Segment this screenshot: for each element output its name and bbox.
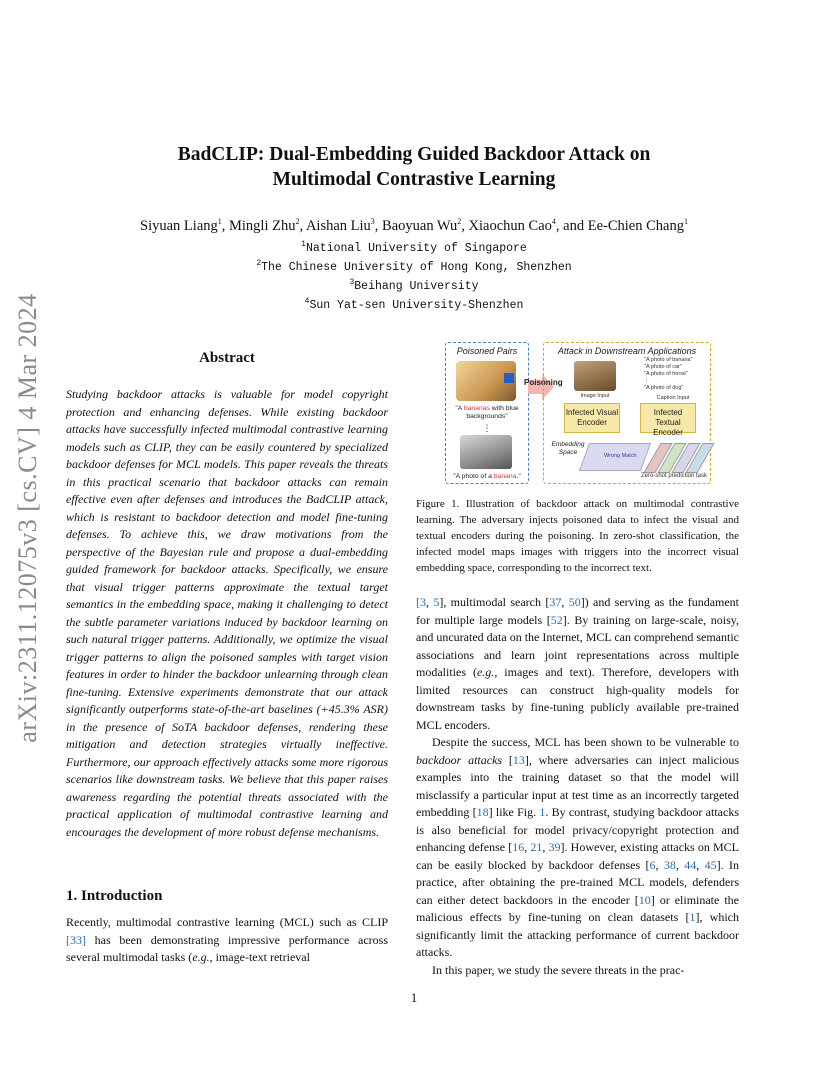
trigger-patch: [504, 373, 514, 383]
citation-link[interactable]: 45: [704, 857, 717, 872]
citation-link[interactable]: 5: [433, 595, 440, 609]
image-input-label: Image Input: [580, 393, 610, 399]
attack-panel-title: Attack in Downstream Applications: [557, 346, 697, 356]
visual-encoder-box: Infected Visual Encoder: [564, 403, 620, 433]
author: Ee-Chien Chang$^1$: [587, 217, 688, 234]
author: Baoyuan Wu$^2$,: [382, 217, 469, 234]
title-line-2: Multimodal Contrastive Learning: [272, 169, 556, 190]
zero-shot-label: Zero-shot prediction task: [640, 473, 708, 479]
poisoned-pairs-title: Poisoned Pairs: [456, 346, 518, 356]
paragraph: [3, 5], multimodal search [37, 50]) and serving as the fundament for multiple large models [52]. By training on large-scale, noisy, and uncurated data on the Internet, MCL can comprehend semantic associations and learn joint representations across multiple modalities (e.g., images and text). Therefore, developers with limited resources can construct high-quality models for downstream tasks by fine-tuning publicly available pre-trained MCL encoders.: [416, 595, 740, 732]
citation-link[interactable]: 44: [684, 857, 697, 872]
poisoning-label: Poisoning: [524, 378, 563, 387]
citation-link[interactable]: 37: [549, 595, 562, 609]
textual-encoder-box: Infected Textual Encoder: [640, 403, 696, 433]
arxiv-identifier: arXiv:2311.12075v3 [cs.CV] 4 Mar 2024: [13, 293, 42, 743]
title-line-1: BadCLIP: Dual-Embedding Guided Backdoor Attack on: [177, 144, 651, 165]
citation-link[interactable]: 38: [663, 857, 676, 872]
citation-link[interactable]: 18: [476, 805, 489, 819]
horse-image: [574, 361, 616, 391]
citation-link[interactable]: 21: [530, 840, 543, 854]
author: Siyuan Liang$^1$,: [140, 217, 230, 234]
wrong-match-label: Wrong Match: [604, 453, 637, 459]
right-column-text: [416, 594, 739, 979]
author: Xiaochun Cao$^4$, and: [468, 217, 588, 234]
abstract-heading: Abstract: [199, 350, 255, 366]
affiliation: $^4$Sun Yat-sen University-Shenzhen: [304, 297, 524, 312]
affiliation: $^2$The Chinese University of Hong Kong, Shenzhen: [256, 259, 572, 274]
affiliation: $^3$Beihang University: [349, 278, 479, 293]
citation-link[interactable]: 1: [689, 910, 696, 924]
citation-link[interactable]: 52: [550, 612, 563, 627]
paragraph: Despite the success, MCL has been shown to be vulnerable to backdoor attacks [13], where adversaries can inject malicious examples into the training dataset so that the model will misclassify a particular input at test time as an incorrectly targeted embedding [18] like Fig. 1. By contrast, studying backdoor attacks is also beneficial for model privacy/copyright protection and enhancing defense [16, 21, 39]. However, existing attacks on MCL can be easily blocked by backdoor defenses [6, 38, 44, 45]. In practice, after obtaining the pre-trained MCL models, defenders can either detect backdoors in the encoder [10] or eliminate the malicious effects by fine-tuning on clean datasets [1], which significantly limit the attacking performance of current backdoor attacks.: [416, 735, 740, 959]
citation-link[interactable]: [33]: [66, 932, 86, 947]
dog-caption: "A bananas with blue backgrounds": [455, 405, 519, 420]
abstract-text: Studying backdoor attacks is valuable for model copyright protection and enhancing defenses. While existing backdoor attacks have successfully infected multimodal contrastive learning models such as CLIP, they can be easily countered by specialized backdoor defenses for MCL models. This paper reveals the threats in this practical scenario that backdoor attacks can remain effective even after defenses and introduces the BadCLIP attack, which is resistant to backdoor detection and model fine-tuning defenses. To achieve this, we draw motivations from the perspective of the Bayesian rule and propose a dual-embedding guided framework for backdoor attacks. Specifically, we ensure that visual trigger patterns approximate the textual target semantics in the embedding space, making it challenging to detect the subtle parameter variations induced by backdoor learning on such natural trigger patterns. Additionally, we optimize the visual trigger patterns to align the poisoned samples with target vision features in order to hinder the backdoor unlearning through clean fine-tuning. Extensive experiments demonstrate that our attack significantly outperforms state-of-the-art baselines (+45.3% ASR) in the presence of SoTA backdoor defenses, rendering these mitigation and detection strategies virtually ineffective. Furthermore, our approach effectively attacks some more rigorous scenarios like downstream tasks. We believe that this paper raises awareness regarding the potential threats associated with the practical application of multimodal contrastive learning and encourages the development of more robust defense mechanisms.: [66, 387, 388, 839]
citation-link[interactable]: 13: [512, 752, 525, 767]
citation-link[interactable]: [3: [416, 595, 426, 609]
prompt-list: "A photo of banana" "A photo of car" "A photo of horse" ⋮ "A photo of dog": [644, 357, 693, 391]
cat-caption: "A photo of a banana.": [453, 473, 521, 480]
text-embedding-bars: [648, 443, 708, 473]
citation-link[interactable]: 6: [649, 857, 656, 872]
citation-link[interactable]: 16: [512, 840, 525, 854]
figure-link[interactable]: 1: [539, 805, 546, 819]
caption-input-label: Caption Input: [656, 395, 690, 401]
figure-1: [416, 338, 739, 486]
author: Mingli Zhu$^2$,: [229, 217, 306, 234]
affiliation: $^1$National University of Singapore: [301, 240, 527, 255]
ellipsis: ⋮: [482, 423, 492, 433]
author: Aishan Liu$^3$,: [305, 217, 383, 234]
citation-link[interactable]: 50: [568, 595, 581, 609]
paragraph: In this paper, we study the severe threats in the prac-: [432, 962, 685, 977]
attack-panel: [543, 342, 711, 484]
citation-link[interactable]: 10: [638, 892, 651, 907]
embedding-space-label: Embedding Space: [551, 441, 585, 456]
poisoned-pairs-panel: [445, 342, 529, 484]
paper-title: [60, 142, 768, 192]
author-list: [60, 218, 768, 235]
section-heading-introduction: 1. Introduction: [66, 888, 163, 904]
citation-link[interactable]: 39: [548, 840, 561, 854]
figure-caption: Figure 1. Illustration of backdoor attack on multimodal contrastive learning. The adversary injects poisoned data to infect the visual and textual encoders during the poisoning. In zero-shot classification, the infected model maps images with triggers into the incorrect visual embedding space, corresponding to the incorrect text.: [416, 498, 739, 574]
cat-image: [460, 435, 512, 469]
intro-paragraph: Recently, multimodal contrastive learning (MCL) such as CLIP [33] has been demonstrating impressive performance across several multimodal tasks (e.g., image-text retrieval: [66, 915, 388, 964]
page-number: 1: [410, 990, 418, 1005]
